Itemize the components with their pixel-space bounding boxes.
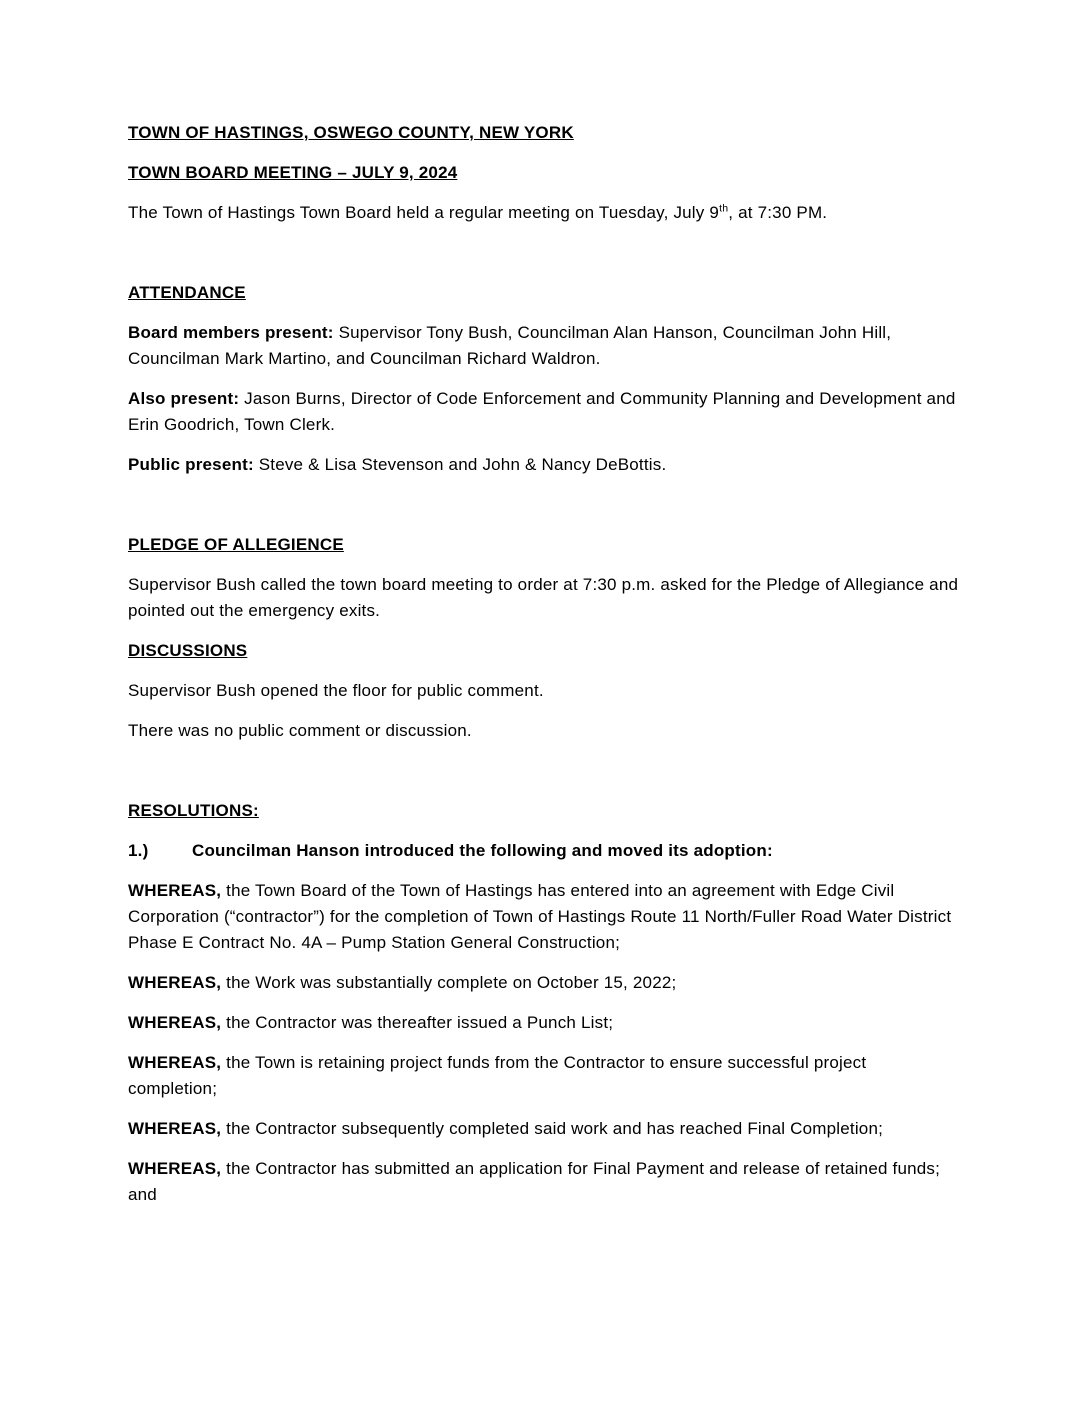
discussions-heading: DISCUSSIONS <box>128 641 248 660</box>
intro-text-pre: The Town of Hastings Town Board held a regular meeting on Tuesday, July 9 <box>128 203 720 222</box>
whereas-clause-1 <box>128 878 960 956</box>
resolution-item-1 <box>128 838 960 864</box>
whereas-text: the Contractor was thereafter issued a Punch List; <box>221 1013 614 1032</box>
whereas-label: WHEREAS, <box>128 1159 222 1178</box>
whereas-label: WHEREAS, <box>128 1053 222 1072</box>
public-present-paragraph <box>128 452 960 478</box>
board-members-label: Board members present: <box>128 323 334 342</box>
document-title: TOWN OF HASTINGS, OSWEGO COUNTY, NEW YORK <box>128 123 574 142</box>
resolutions-heading: RESOLUTIONS: <box>128 801 259 820</box>
resolution-number: 1.) <box>128 841 149 860</box>
whereas-label: WHEREAS, <box>128 1119 222 1138</box>
discussions-paragraph-1: Supervisor Bush opened the floor for public comment. <box>128 681 544 700</box>
public-present-text: Steve & Lisa Stevenson and John & Nancy DeBottis. <box>253 455 667 474</box>
attendance-heading: ATTENDANCE <box>128 283 246 302</box>
whereas-label: WHEREAS, <box>128 973 222 992</box>
pledge-paragraph: Supervisor Bush called the town board meeting to order at 7:30 p.m. asked for the Pledge of Allegiance and pointed out the emergency exits. <box>128 575 959 620</box>
whereas-text: the Contractor subsequently completed said work and has reached Final Completion; <box>221 1119 884 1138</box>
also-present-text: Jason Burns, Director of Code Enforcement and Community Planning and Development and Erin Goodrich, Town Clerk. <box>128 389 956 434</box>
board-members-text: Supervisor Tony Bush, Councilman Alan Hanson, Councilman John Hill, Councilman Mark Martino, and Councilman Richard Waldron. <box>128 323 892 368</box>
whereas-text: the Town Board of the Town of Hastings has entered into an agreement with Edge Civil Corporation (“contractor”) for the completion of Town of Hastings Route 11 North/Fuller Road Water District Phase E Contract No. 4A – Pump Station General Construction; <box>128 881 952 952</box>
intro-text-post: , at 7:30 PM. <box>728 203 828 222</box>
blank-line <box>128 758 960 798</box>
whereas-clause-5 <box>128 1116 960 1142</box>
ordinal-superscript: th <box>719 202 729 215</box>
also-present-label: Also present: <box>128 389 240 408</box>
whereas-clause-3 <box>128 1010 960 1036</box>
meeting-title: TOWN BOARD MEETING – JULY 9, 2024 <box>128 163 458 182</box>
board-members-paragraph <box>128 320 960 372</box>
whereas-clause-4 <box>128 1050 960 1102</box>
whereas-text: the Work was substantially complete on October 15, 2022; <box>221 973 677 992</box>
blank-line <box>128 240 960 280</box>
public-present-label: Public present: <box>128 455 254 474</box>
resolution-intro-text: Councilman Hanson introduced the following and moved its adoption: <box>192 841 773 860</box>
discussions-paragraph-2: There was no public comment or discussion. <box>128 721 472 740</box>
also-present-paragraph <box>128 386 960 438</box>
intro-paragraph <box>128 200 960 226</box>
blank-line <box>128 492 960 532</box>
whereas-text: the Contractor has submitted an application for Final Payment and release of retained funds; and <box>128 1159 941 1204</box>
whereas-label: WHEREAS, <box>128 881 222 900</box>
whereas-text: the Town is retaining project funds from the Contractor to ensure successful project completion; <box>128 1053 867 1098</box>
whereas-clause-6 <box>128 1156 960 1208</box>
whereas-clause-2 <box>128 970 960 996</box>
whereas-label: WHEREAS, <box>128 1013 222 1032</box>
pledge-heading: PLEDGE OF ALLEGIENCE <box>128 535 344 554</box>
